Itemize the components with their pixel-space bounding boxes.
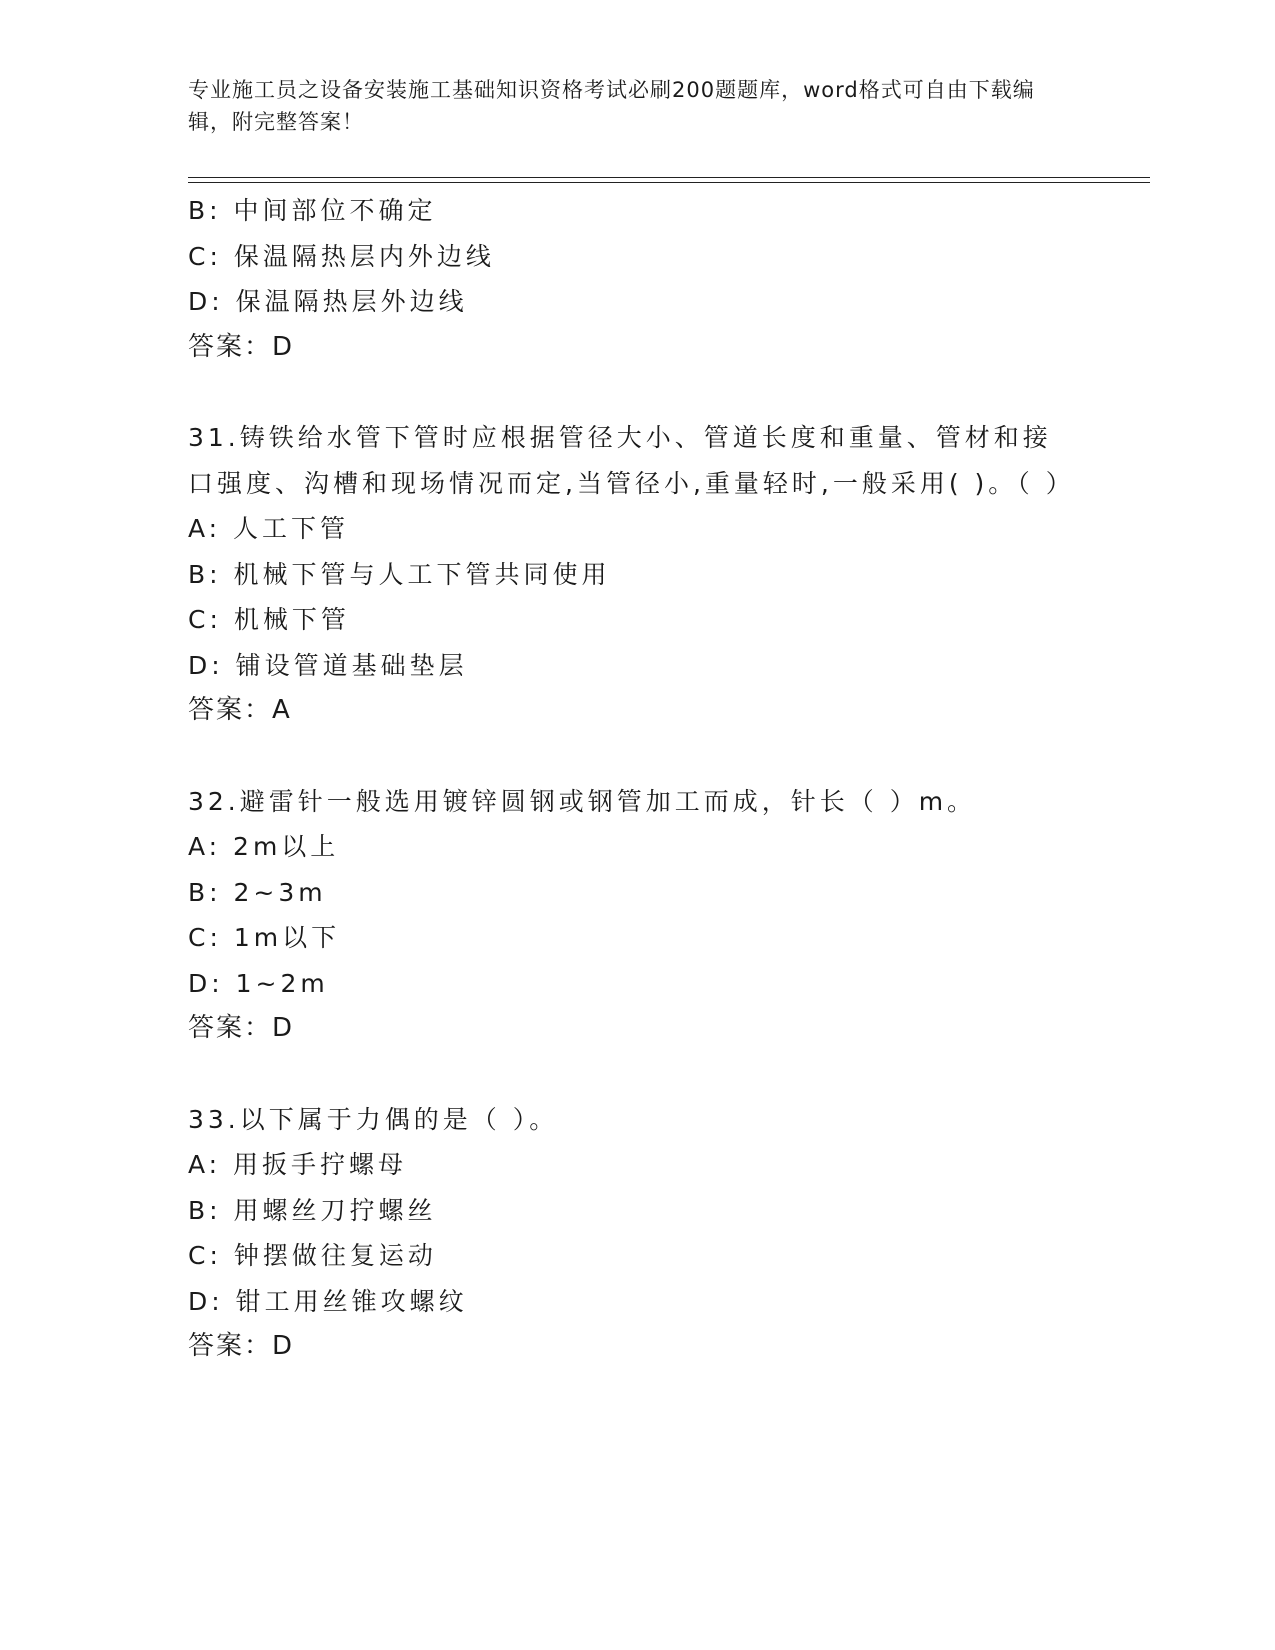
option-c: C: 机械下管	[188, 605, 350, 634]
option-d: D: 铺设管道基础垫层	[188, 650, 468, 680]
option-d: D: 1~2m	[188, 968, 329, 998]
document-header: 专业施工员之设备安装施工基础知识资格考试必刷200题题库，word格式可自由下载编辑，附完整答案！	[188, 78, 1035, 134]
option-a: A: 2m以上	[188, 832, 340, 861]
header-rule-top	[188, 177, 1150, 178]
option-c: C: 钟摆做往复运动	[188, 1241, 437, 1270]
document-body	[188, 188, 1088, 1370]
option-d: D: 保温隔热层外边线	[188, 287, 468, 316]
option-b: B: 用螺丝刀拧螺丝	[188, 1195, 437, 1225]
question-33	[188, 1097, 1088, 1370]
answer: 答案：A	[188, 695, 292, 725]
option-d: D: 钳工用丝锥攻螺纹	[188, 1286, 468, 1316]
spacer	[188, 1052, 1088, 1097]
spacer	[188, 370, 1088, 415]
question-text: 32.避雷针一般选用镀锌圆钢或钢管加工而成，针长（ ）m。	[188, 786, 977, 816]
option-b: B: 机械下管与人工下管共同使用	[188, 559, 611, 589]
question-32	[188, 779, 1088, 1052]
question-text: 33.以下属于力偶的是（ ）。	[188, 1104, 559, 1134]
option-b: B: 2~3m	[188, 877, 327, 907]
spacer	[188, 734, 1088, 779]
option-a: A: 人工下管	[188, 514, 350, 543]
question-31	[188, 415, 1088, 734]
answer: 答案：D	[188, 1331, 295, 1361]
answer: 答案：D	[188, 1013, 295, 1043]
option-a: A: 用扳手拧螺母	[188, 1150, 408, 1179]
header-rule-bottom	[188, 182, 1150, 183]
option-c: C: 保温隔热层内外边线	[188, 241, 495, 271]
question-text: 31.铸铁给水管下管时应根据管径大小、管道长度和重量、管材和接口强度、沟槽和现场情况而定,当管径小,重量轻时,一般采用( )。（ ）	[188, 423, 1075, 498]
question-30-continued	[188, 188, 1088, 370]
answer: 答案：D	[188, 331, 295, 362]
option-b: B: 中间部位不确定	[188, 196, 437, 225]
option-c: C: 1m以下	[188, 923, 341, 952]
